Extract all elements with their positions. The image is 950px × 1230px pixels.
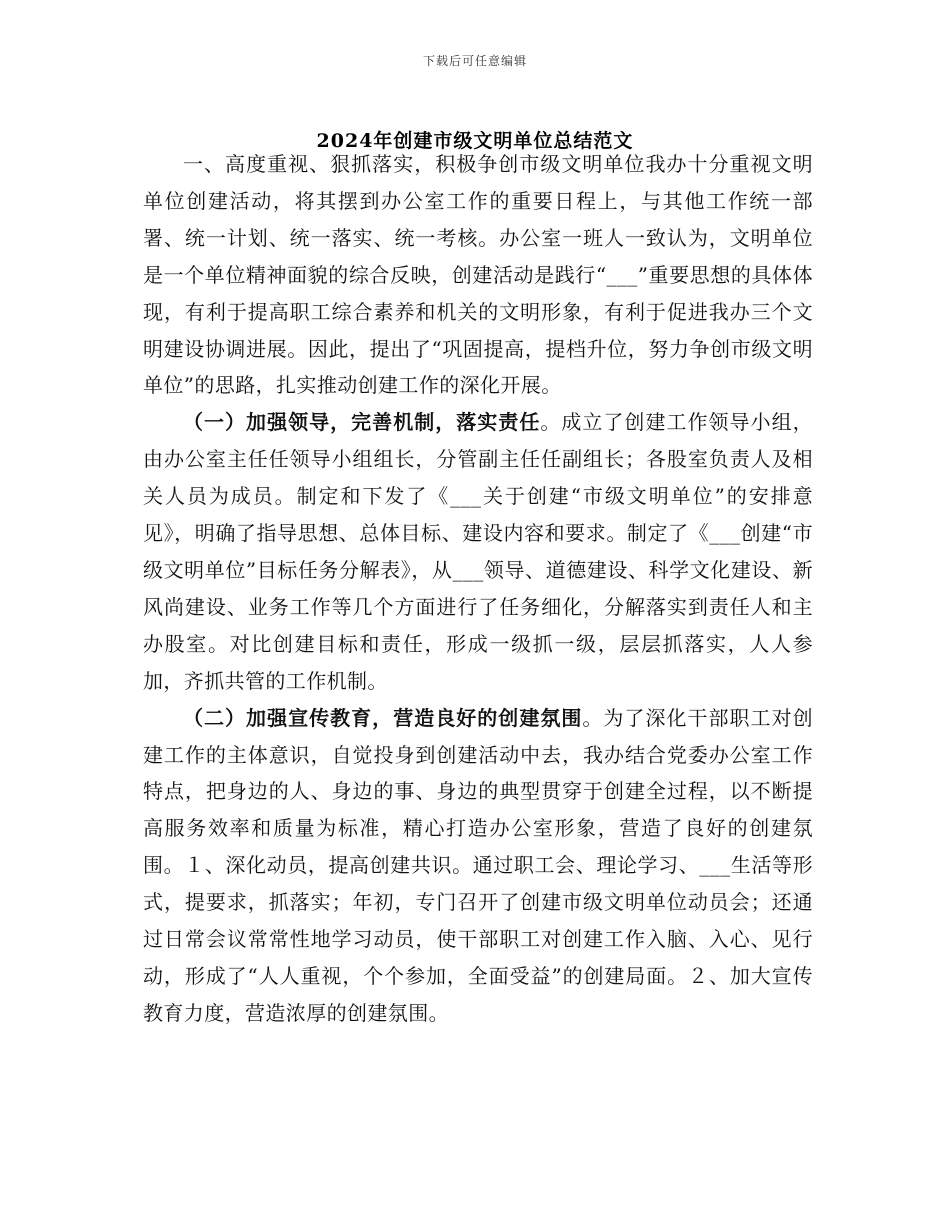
document-title: 2024年创建市级文明单位总结范文 xyxy=(316,130,634,152)
paragraph-2 xyxy=(143,404,813,699)
header-note: 下载后可任意编辑 xyxy=(422,54,527,68)
paragraph-1 xyxy=(143,146,813,404)
paragraph-3-text: 。为了深化干部职工对创建工作的主体意识，自觉投身到创建活动中去，我办结合党委办公室工作特点，把身边的人、身边的事、身边的典型贯穿于创建全过程，以不断提高服务效率和质量为标准，精心打造办公室形象，营造了良好的创建氛围。１、深化动员，提高创建共识。通过职工会、理论学习、___生活等形式，提要求，抓落实；年初，专门召开了创建市级文明单位动员会；还通过日常会议常常性地学习动员，使干部职工对创建工作入脑、入心、见行动，形成了“人人重视，个个参加，全面受益”的创建局面。２、加大宣传教育力度，营造浓厚的创建氛围。 xyxy=(143,705,813,1025)
paragraph-2-heading: （一）加强领导，完善机制，落实责任 xyxy=(183,410,541,435)
paragraph-2-text: 。成立了创建工作领导小组，由办公室主任任领导小组组长，分管副主任任副组长；各股室负责人及相关人员为成员。制定和下发了《___关于创建“市级文明单位”的安排意见》，明确了指导思想、总体目标、建设内容和要求。制定了《___创建“市级文明单位”目标任务分解表》，从___领导、道德建设、科学文化建设、新风尚建设、业务工作等几个方面进行了任务细化，分解落实到责任人和主办股室。对比创建目标和责任，形成一级抓一级，层层抓落实，人人参加，齐抓共管的工作机制。 xyxy=(143,410,813,693)
paragraph-3 xyxy=(143,700,813,1032)
paragraph-1-text: 一、高度重视、狠抓落实，积极争创市级文明单位我办十分重视文明单位创建活动，将其摆到办公室工作的重要日程上，与其他工作统一部署、统一计划、统一落实、统一考核。办公室一班人一致认为，文明单位是一个单位精神面貌的综合反映，创建活动是践行“___”重要思想的具体体现，有利于提高职工综合素养和机关的文明形象，有利于促进我办三个文明建设协调进展。因此，提出了“巩固提高，提档升位，努力争创市级文明单位”的思路，扎实推动创建工作的深化开展。 xyxy=(143,152,813,398)
document-body xyxy=(143,146,813,1032)
paragraph-3-heading: （二）加强宣传教育，营造良好的创建氛围 xyxy=(183,705,583,730)
